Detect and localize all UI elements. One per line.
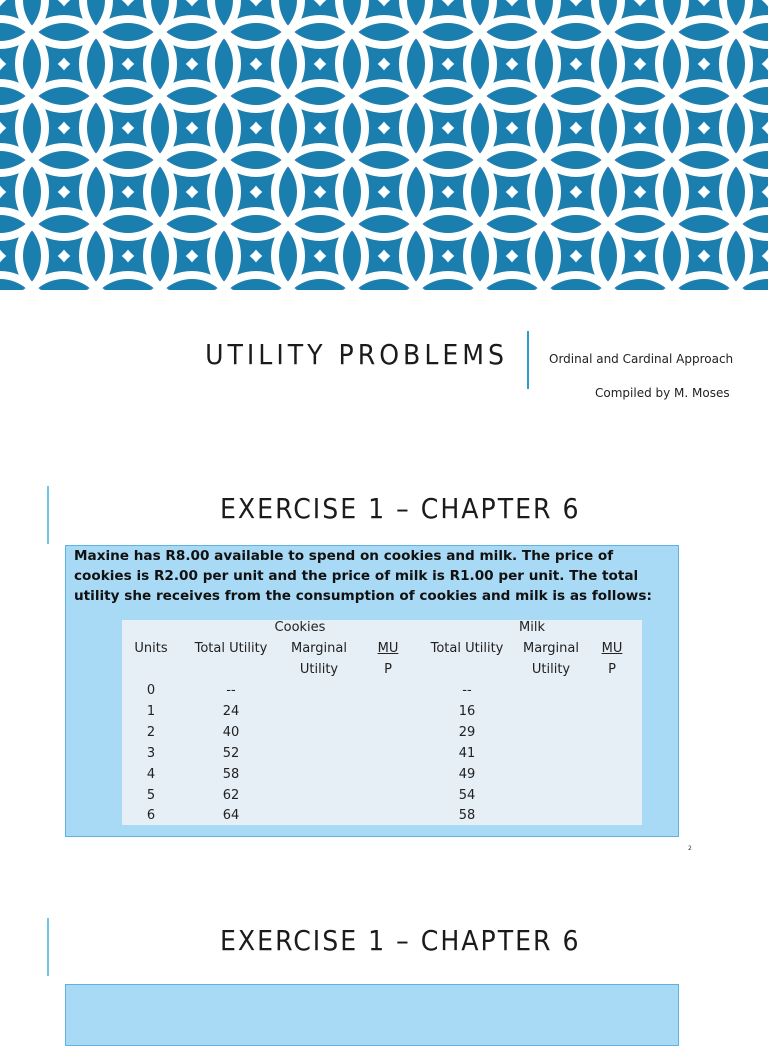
circle-lattice-pattern: [0, 0, 768, 290]
exercise-title: EXERCISE 1 – CHAPTER 6: [220, 492, 581, 525]
table-cell-milk-tu: 16: [458, 704, 476, 719]
exercise-title: EXERCISE 1 – CHAPTER 6: [220, 924, 581, 957]
col-header-cookies-mu: MU: [377, 641, 399, 656]
table-cell-cookies-tu: 64: [222, 808, 240, 823]
col-header-units: Units: [134, 641, 168, 656]
table-cell-units: 2: [146, 725, 156, 740]
col-header-milk-p: P: [608, 662, 616, 677]
accent-bar: [47, 486, 49, 544]
table-cell-units: 4: [146, 767, 156, 782]
exercise-panel-continued: [65, 984, 679, 1046]
utility-table: [122, 620, 642, 825]
exercise-intro: Maxine has R8.00 available to spend on cookies and milk. The price of cookies is R2.00 per unit and the price of milk is R1.00 per unit. The total utility she receives from the consumption of cookies and milk is as follows:: [74, 548, 652, 604]
title-slide: [0, 290, 768, 430]
table-cell-milk-tu: 54: [458, 788, 476, 803]
col-header-cookies-total-utility: Total Utility: [194, 641, 268, 656]
table-cell-cookies-tu: 62: [222, 788, 240, 803]
table-cell-milk-tu: --: [462, 683, 472, 698]
table-cell-milk-tu: 58: [458, 808, 476, 823]
table-cell-cookies-tu: 24: [222, 704, 240, 719]
subtitle: Ordinal and Cardinal Approach: [549, 352, 734, 366]
col-header-cookies-utility: Utility: [299, 662, 339, 677]
col-header-cookies-marginal: Marginal: [291, 641, 347, 656]
slide-number: 2: [688, 845, 692, 852]
table-cell-milk-tu: 41: [458, 746, 476, 761]
col-header-milk-utility: Utility: [531, 662, 571, 677]
table-cell-cookies-tu: 52: [222, 746, 240, 761]
table-cell-milk-tu: 49: [458, 767, 476, 782]
col-header-milk-total-utility: Total Utility: [430, 641, 504, 656]
col-header-milk-mu: MU: [601, 641, 623, 656]
title-divider: [527, 331, 529, 389]
slide-exercise-1: [0, 480, 768, 860]
table-cell-cookies-tu: 40: [222, 725, 240, 740]
col-header-cookies-p: P: [384, 662, 392, 677]
table-cell-cookies-tu: --: [226, 683, 236, 698]
accent-bar: [47, 918, 49, 976]
exercise-panel: [65, 545, 679, 837]
col-header-milk-marginal: Marginal: [523, 641, 579, 656]
group-header-cookies: Cookies: [274, 620, 326, 635]
author-credit: Compiled by M. Moses: [595, 386, 730, 400]
table-cell-units: 5: [146, 788, 156, 803]
table-cell-cookies-tu: 58: [222, 767, 240, 782]
page-title: UTILITY PROBLEMS: [205, 338, 508, 371]
table-cell-units: 6: [146, 808, 156, 823]
group-header-milk: Milk: [519, 620, 545, 635]
header-pattern-banner: [0, 0, 768, 290]
table-cell-units: 0: [146, 683, 156, 698]
table-cell-milk-tu: 29: [458, 725, 476, 740]
table-cell-units: 1: [146, 704, 156, 719]
table-cell-units: 3: [146, 746, 156, 761]
